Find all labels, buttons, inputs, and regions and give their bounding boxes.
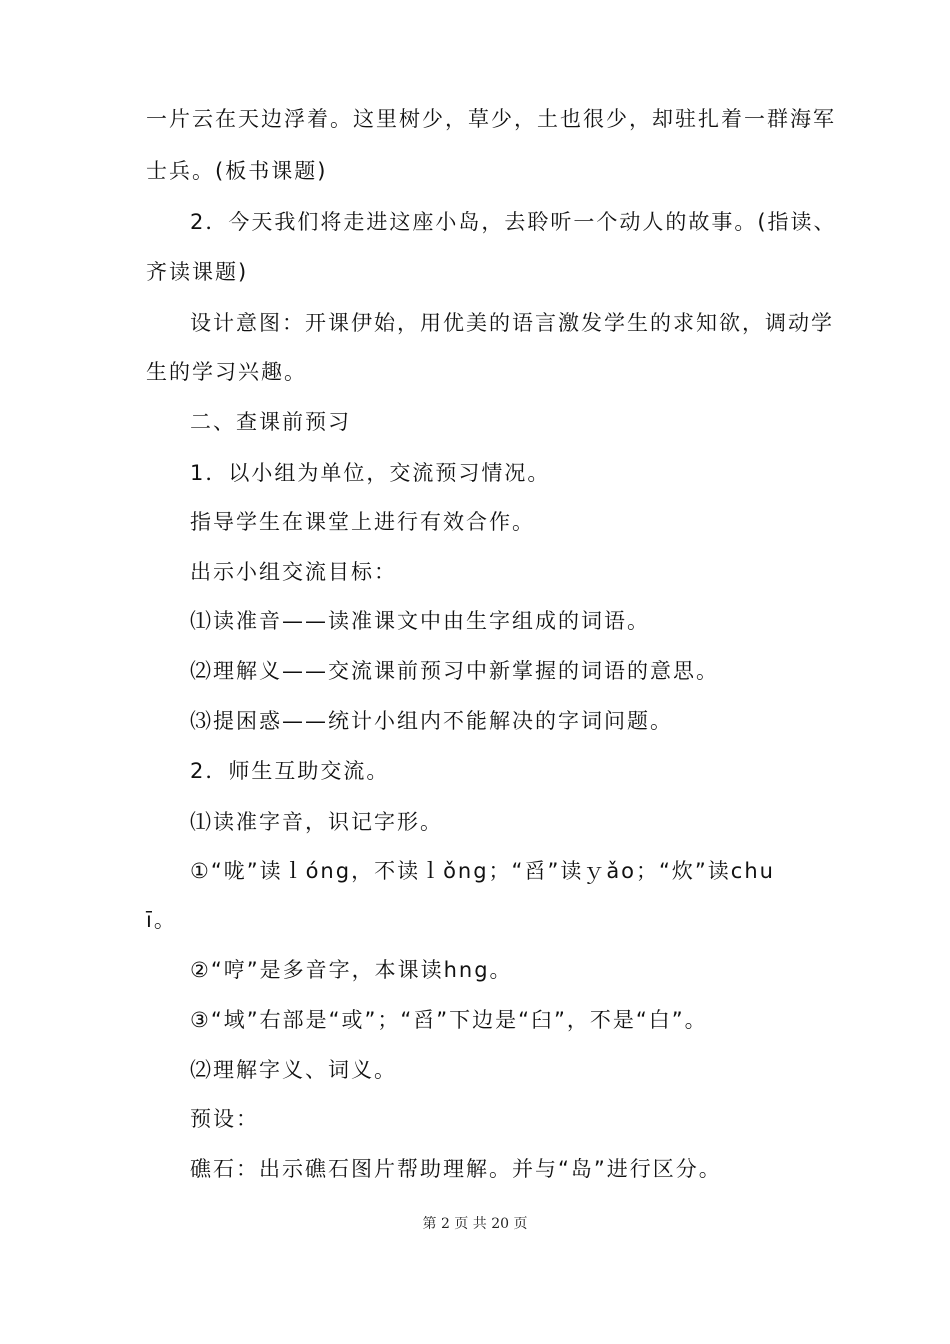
- list-item: ⑵理解义——交流课前预习中新掌握的词语的意思。: [190, 659, 719, 683]
- list-item: ⑶提困惑——统计小组内不能解决的字词问题。: [190, 709, 673, 733]
- list-item: ③“域”右部是“或”；“舀”下边是“臼”，不是“白”。: [190, 1008, 708, 1032]
- paragraph-line: 生的学习兴趣。: [146, 360, 307, 384]
- list-item: ⑵理解字义、词义。: [190, 1058, 397, 1082]
- list-item: ⑴读准音——读准课文中由生字组成的词语。: [190, 609, 650, 633]
- paragraph-line: ī。: [146, 908, 177, 932]
- paragraph-line: 出示小组交流目标：: [190, 560, 397, 584]
- page-number-footer: 第 2 页 共 20 页: [422, 1216, 528, 1232]
- paragraph-line: 士兵。(板书课题): [146, 159, 328, 183]
- list-item: ①“咙”读ｌóng，不读ｌǒng；“舀”读ｙǎo；“炊”读chu: [190, 859, 775, 883]
- list-item: ⑴读准字音，识记字形。: [190, 810, 443, 834]
- paragraph-line: 2．师生互助交流。: [190, 759, 390, 783]
- paragraph-line: 2．今天我们将走进这座小岛，去聆听一个动人的故事。(指读、: [190, 210, 837, 234]
- paragraph-line: 一片云在天边浮着。这里树少，草少，土也很少，却驻扎着一群海军: [146, 107, 836, 131]
- paragraph-line: 礁石：出示礁石图片帮助理解。并与“岛”进行区分。: [190, 1157, 722, 1181]
- paragraph-line: 1．以小组为单位，交流预习情况。: [190, 461, 551, 485]
- paragraph-line: 预设：: [190, 1107, 259, 1131]
- list-item: ②“哼”是多音字，本课读hng。: [190, 958, 513, 982]
- paragraph-line: 指导学生在课堂上进行有效合作。: [190, 510, 535, 534]
- paragraph-line: 齐读课题): [146, 260, 249, 284]
- section-heading: 二、查课前预习: [190, 410, 351, 434]
- paragraph-line: 设计意图：开课伊始，用优美的语言激发学生的求知欲，调动学: [190, 311, 834, 335]
